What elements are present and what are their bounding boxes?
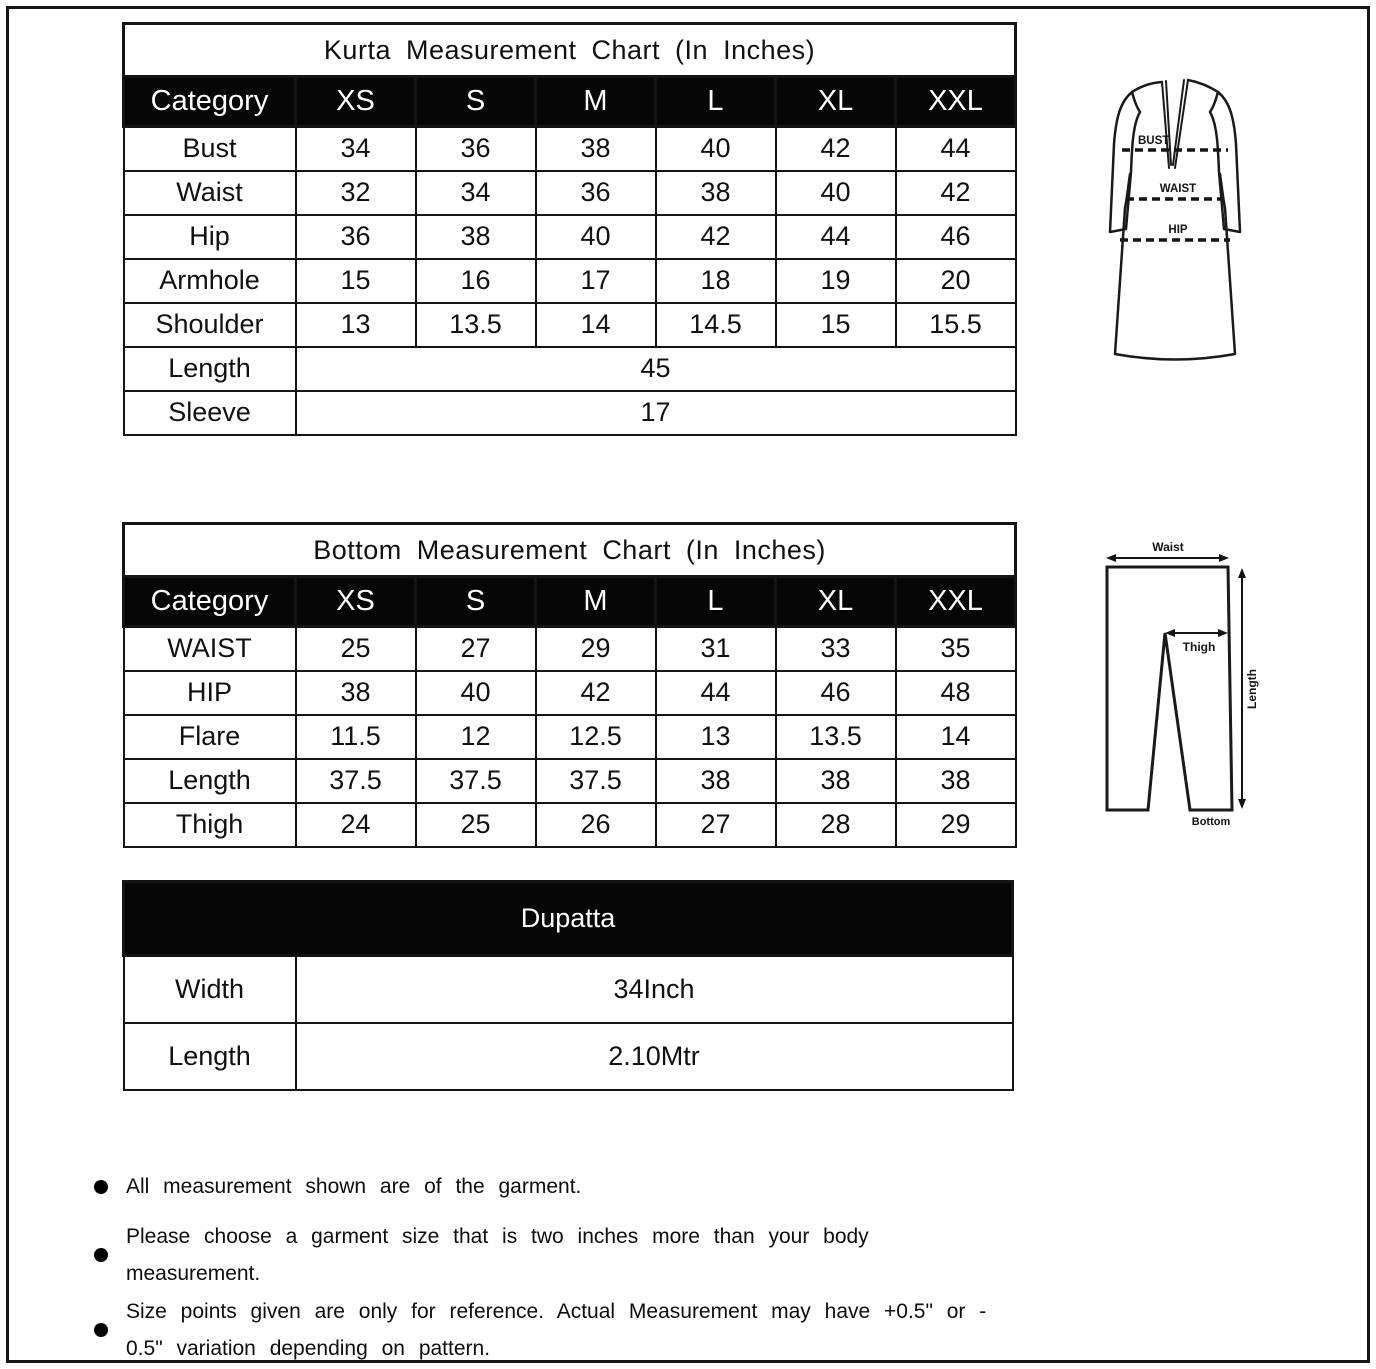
cell: 40 bbox=[776, 171, 896, 215]
column-header: XS bbox=[296, 577, 416, 627]
cell: 29 bbox=[896, 803, 1016, 847]
cell: 17 bbox=[296, 391, 1016, 435]
hip-label: HIP bbox=[1168, 224, 1188, 236]
cell: 45 bbox=[296, 347, 1016, 391]
table-title-row bbox=[124, 524, 1016, 577]
cell: 40 bbox=[536, 215, 656, 259]
column-header: M bbox=[536, 577, 656, 627]
row-label: Bust bbox=[124, 127, 296, 171]
table-header-row bbox=[124, 577, 1016, 627]
row-label: Waist bbox=[124, 171, 296, 215]
dupatta-title: Dupatta bbox=[124, 882, 1013, 956]
cell: 17 bbox=[536, 259, 656, 303]
cell: 13 bbox=[656, 715, 776, 759]
cell: 36 bbox=[296, 215, 416, 259]
cell: 44 bbox=[656, 671, 776, 715]
table-title-row bbox=[124, 882, 1013, 956]
table-row bbox=[124, 259, 1016, 303]
pants-length-label: Length bbox=[1245, 669, 1259, 709]
row-label: Shoulder bbox=[124, 303, 296, 347]
row-label: WAIST bbox=[124, 627, 296, 671]
column-header: Category bbox=[124, 77, 296, 127]
bullet-icon bbox=[94, 1248, 108, 1262]
cell: 42 bbox=[536, 671, 656, 715]
table-row bbox=[124, 391, 1016, 435]
cell: 38 bbox=[656, 759, 776, 803]
note-item bbox=[94, 1293, 1044, 1367]
cell: 25 bbox=[416, 803, 536, 847]
cell: 19 bbox=[776, 259, 896, 303]
cell: 38 bbox=[296, 671, 416, 715]
cell: 38 bbox=[656, 171, 776, 215]
cell: 27 bbox=[656, 803, 776, 847]
cell: 37.5 bbox=[416, 759, 536, 803]
row-label: Thigh bbox=[124, 803, 296, 847]
cell: 15 bbox=[776, 303, 896, 347]
cell: 34 bbox=[296, 127, 416, 171]
row-label: Sleeve bbox=[124, 391, 296, 435]
cell: 38 bbox=[416, 215, 536, 259]
cell: 35 bbox=[896, 627, 1016, 671]
cell: 28 bbox=[776, 803, 896, 847]
cell: 31 bbox=[656, 627, 776, 671]
cell: 33 bbox=[776, 627, 896, 671]
cell: 46 bbox=[776, 671, 896, 715]
notes-section bbox=[94, 1168, 1044, 1367]
cell: 15 bbox=[296, 259, 416, 303]
note-line: 0.5" variation depending on pattern. bbox=[126, 1337, 491, 1360]
cell: 44 bbox=[776, 215, 896, 259]
column-header: XL bbox=[776, 77, 896, 127]
cell: 14 bbox=[536, 303, 656, 347]
dupatta-table bbox=[122, 880, 1014, 1091]
column-header: S bbox=[416, 77, 536, 127]
pants-outline bbox=[1107, 567, 1232, 810]
column-header: XS bbox=[296, 77, 416, 127]
note-line: Please choose a garment size that is two inches more than your body bbox=[126, 1225, 869, 1248]
cell: 42 bbox=[896, 171, 1016, 215]
table-row bbox=[124, 127, 1016, 171]
note-line: Size points given are only for reference. Actual Measurement may have +0.5" or - bbox=[126, 1300, 987, 1323]
bullet-icon bbox=[94, 1323, 108, 1337]
cell: 32 bbox=[296, 171, 416, 215]
column-header: XXL bbox=[896, 577, 1016, 627]
cell: 34Inch bbox=[296, 956, 1013, 1023]
cell: 26 bbox=[536, 803, 656, 847]
bottom-chart-section bbox=[122, 522, 1017, 848]
bottom-measurement-table bbox=[122, 522, 1017, 848]
cell: 14 bbox=[896, 715, 1016, 759]
column-header: XXL bbox=[896, 77, 1016, 127]
table-row bbox=[124, 347, 1016, 391]
table-row bbox=[124, 759, 1016, 803]
table-row bbox=[124, 715, 1016, 759]
cell: 29 bbox=[536, 627, 656, 671]
kurta-diagram bbox=[1100, 66, 1250, 366]
dupatta-section bbox=[122, 880, 1014, 1091]
table-row bbox=[124, 671, 1016, 715]
bust-label: BUST bbox=[1138, 135, 1170, 147]
note-item bbox=[94, 1168, 1044, 1205]
cell: 37.5 bbox=[536, 759, 656, 803]
cell: 46 bbox=[896, 215, 1016, 259]
cell: 13.5 bbox=[416, 303, 536, 347]
waist-arrow bbox=[1106, 554, 1229, 562]
cell: 42 bbox=[776, 127, 896, 171]
note-item bbox=[94, 1218, 1044, 1292]
cell: 12.5 bbox=[536, 715, 656, 759]
row-label: Armhole bbox=[124, 259, 296, 303]
cell: 44 bbox=[896, 127, 1016, 171]
kurta-chart-title: Kurta Measurement Chart (In Inches) bbox=[124, 24, 1016, 77]
cell: 18 bbox=[656, 259, 776, 303]
column-header: L bbox=[656, 77, 776, 127]
pants-thigh-label: Thigh bbox=[1182, 640, 1216, 654]
column-header: Category bbox=[124, 577, 296, 627]
pants-waist-label: Waist bbox=[1152, 540, 1184, 554]
cell: 24 bbox=[296, 803, 416, 847]
table-row bbox=[124, 956, 1013, 1023]
kurta-measurement-table bbox=[122, 22, 1017, 436]
cell: 2.10Mtr bbox=[296, 1023, 1013, 1090]
column-header: M bbox=[536, 77, 656, 127]
row-label: Length bbox=[124, 759, 296, 803]
row-label: Flare bbox=[124, 715, 296, 759]
cell: 37.5 bbox=[296, 759, 416, 803]
table-row bbox=[124, 171, 1016, 215]
row-label: Length bbox=[124, 1023, 296, 1090]
cell: 36 bbox=[536, 171, 656, 215]
row-label: Width bbox=[124, 956, 296, 1023]
pants-diagram bbox=[1098, 538, 1263, 838]
table-title-row bbox=[124, 24, 1016, 77]
cell: 25 bbox=[296, 627, 416, 671]
cell: 38 bbox=[776, 759, 896, 803]
cell: 27 bbox=[416, 627, 536, 671]
cell: 15.5 bbox=[896, 303, 1016, 347]
table-row bbox=[124, 627, 1016, 671]
cell: 13.5 bbox=[776, 715, 896, 759]
column-header: XL bbox=[776, 577, 896, 627]
column-header: L bbox=[656, 577, 776, 627]
cell: 38 bbox=[536, 127, 656, 171]
cell: 14.5 bbox=[656, 303, 776, 347]
cell: 38 bbox=[896, 759, 1016, 803]
cell: 20 bbox=[896, 259, 1016, 303]
cell: 13 bbox=[296, 303, 416, 347]
row-label: Hip bbox=[124, 215, 296, 259]
bullet-icon bbox=[94, 1180, 108, 1194]
cell: 42 bbox=[656, 215, 776, 259]
cell: 40 bbox=[416, 671, 536, 715]
cell: 48 bbox=[896, 671, 1016, 715]
cell: 40 bbox=[656, 127, 776, 171]
row-label: HIP bbox=[124, 671, 296, 715]
pants-bottom-label: Bottom bbox=[1191, 816, 1231, 828]
cell: 12 bbox=[416, 715, 536, 759]
row-label: Length bbox=[124, 347, 296, 391]
cell: 34 bbox=[416, 171, 536, 215]
cell: 11.5 bbox=[296, 715, 416, 759]
table-row bbox=[124, 303, 1016, 347]
table-row bbox=[124, 215, 1016, 259]
table-header-row bbox=[124, 77, 1016, 127]
waist-label: WAIST bbox=[1159, 183, 1197, 195]
table-row bbox=[124, 803, 1016, 847]
column-header: S bbox=[416, 577, 536, 627]
kurta-chart-section bbox=[122, 22, 1017, 436]
note-line: All measurement shown are of the garment. bbox=[126, 1175, 582, 1198]
bottom-chart-title: Bottom Measurement Chart (In Inches) bbox=[124, 524, 1016, 577]
cell: 36 bbox=[416, 127, 536, 171]
cell: 16 bbox=[416, 259, 536, 303]
table-row bbox=[124, 1023, 1013, 1090]
note-line: measurement. bbox=[126, 1262, 261, 1285]
